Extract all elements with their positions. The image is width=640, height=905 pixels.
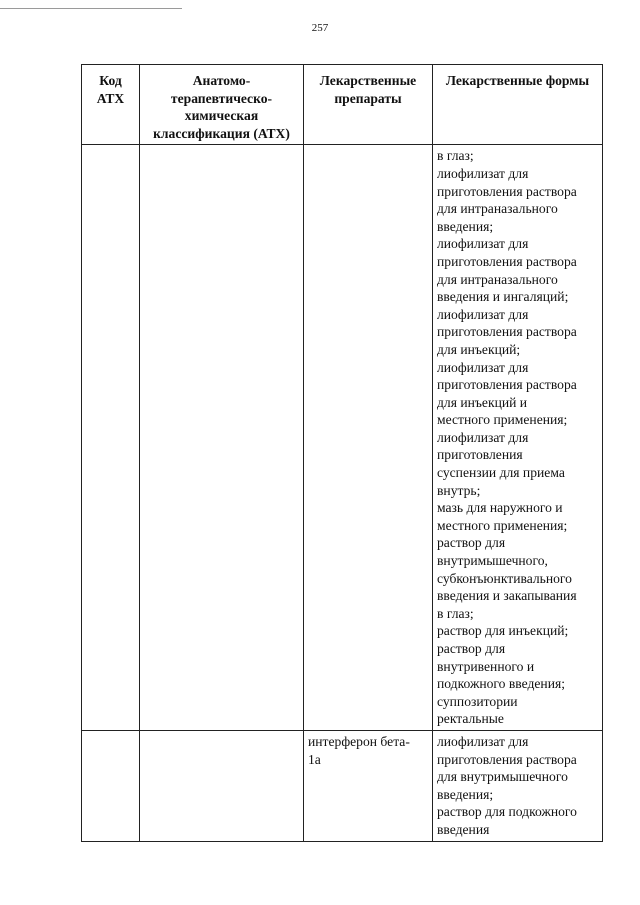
cell-code [82, 730, 140, 841]
page-number: 257 [311, 22, 329, 34]
header-code: Код АТХ [82, 65, 140, 145]
header-classification: Анатомо- терапевтическо- химическая классификация (АТХ) [140, 65, 304, 145]
top-rule [0, 8, 182, 9]
cell-classification [140, 730, 304, 841]
table-header-row [82, 65, 603, 145]
header-forms: Лекарственные формы [433, 65, 603, 145]
atc-table [81, 64, 603, 842]
cell-forms: лиофилизат для приготовления раствора для внутримышечного введения; раствор для подкожного введения [433, 730, 603, 841]
table-row [82, 145, 603, 731]
cell-code [82, 145, 140, 731]
cell-forms: в глаз; лиофилизат для приготовления раствора для интраназального введения; лиофилизат для приготовления раствора для интраназального введения и ингаляций; лиофилизат для приготовления раствора для инъекций; лиофилизат для приготовления раствора для инъекций и местного применения; лиофилизат для приготовления суспензии для приема внутрь; мазь для наружного и местного применения; раствор для внутримышечного, субконъюнктивального введения и закапывания в глаз; раствор для инъекций; раствор для внутривенного и подкожного введения; суппозитории ректальные [433, 145, 603, 731]
cell-drug [304, 145, 433, 731]
table-row [82, 730, 603, 841]
cell-drug: интерферон бета- 1a [304, 730, 433, 841]
cell-classification [140, 145, 304, 731]
header-drugs: Лекарственные препараты [304, 65, 433, 145]
